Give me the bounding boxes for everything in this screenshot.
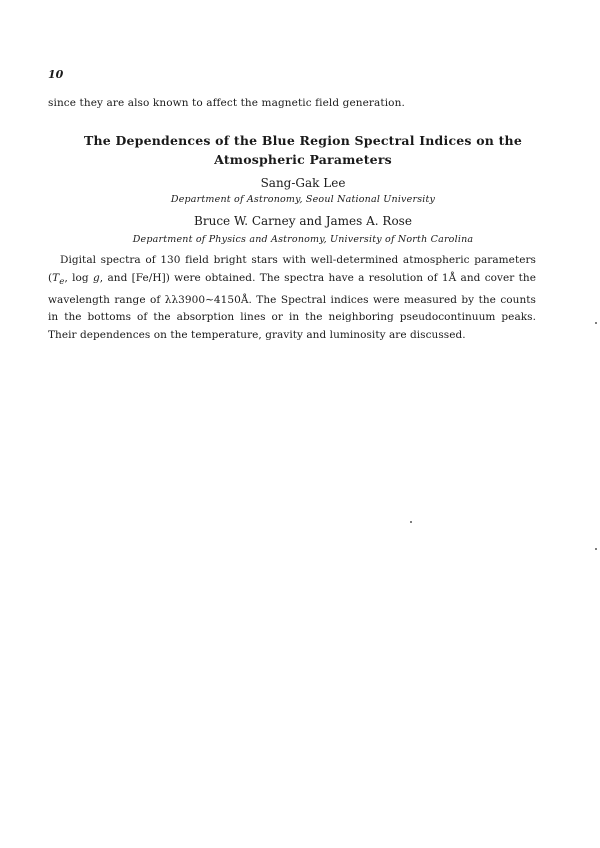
abstract-part-2: , log: [64, 271, 93, 284]
article-title: [48, 131, 558, 169]
scan-speck: [595, 548, 597, 550]
abstract-part-1: Digital spectra of 130 field bright stars with well-determined atmospheric parameters (: [48, 254, 536, 284]
title-line-1: The Dependences of the Blue Region Spectral Indices on the: [83, 133, 522, 148]
page-number: 10: [48, 68, 64, 81]
scan-speck: [410, 521, 412, 523]
affiliation-line-2: Department of Physics and Astronomy, University of North Carolina: [132, 234, 474, 245]
abstract-paragraph: [48, 252, 536, 345]
continuation-text: since they are also known to affect the magnetic field generation.: [48, 97, 405, 109]
teff-subscript: e: [59, 276, 65, 287]
scan-speck: [595, 322, 597, 324]
gravity-symbol: g: [92, 271, 100, 284]
abstract-part-3: , and [Fe/H]) were obtained. The spectra have a resolution of 1Å and cover the wavelength range of λλ3900∼4150Å. The Spectral indices were measured by the counts in the bottoms of the absorption lines or in the neighboring pseudocontinuum peaks. Their dependences on the temperature, gravity and luminosity are discussed.: [48, 271, 536, 342]
affiliation-line-1: Department of Astronomy, Seoul National University: [170, 194, 436, 205]
title-line-2: Atmospheric Parameters: [214, 152, 392, 167]
author-line-2: Bruce W. Carney and James A. Rose: [194, 214, 412, 228]
teff-symbol: T: [52, 271, 60, 284]
author-line-1: Sang-Gak Lee: [260, 176, 346, 190]
